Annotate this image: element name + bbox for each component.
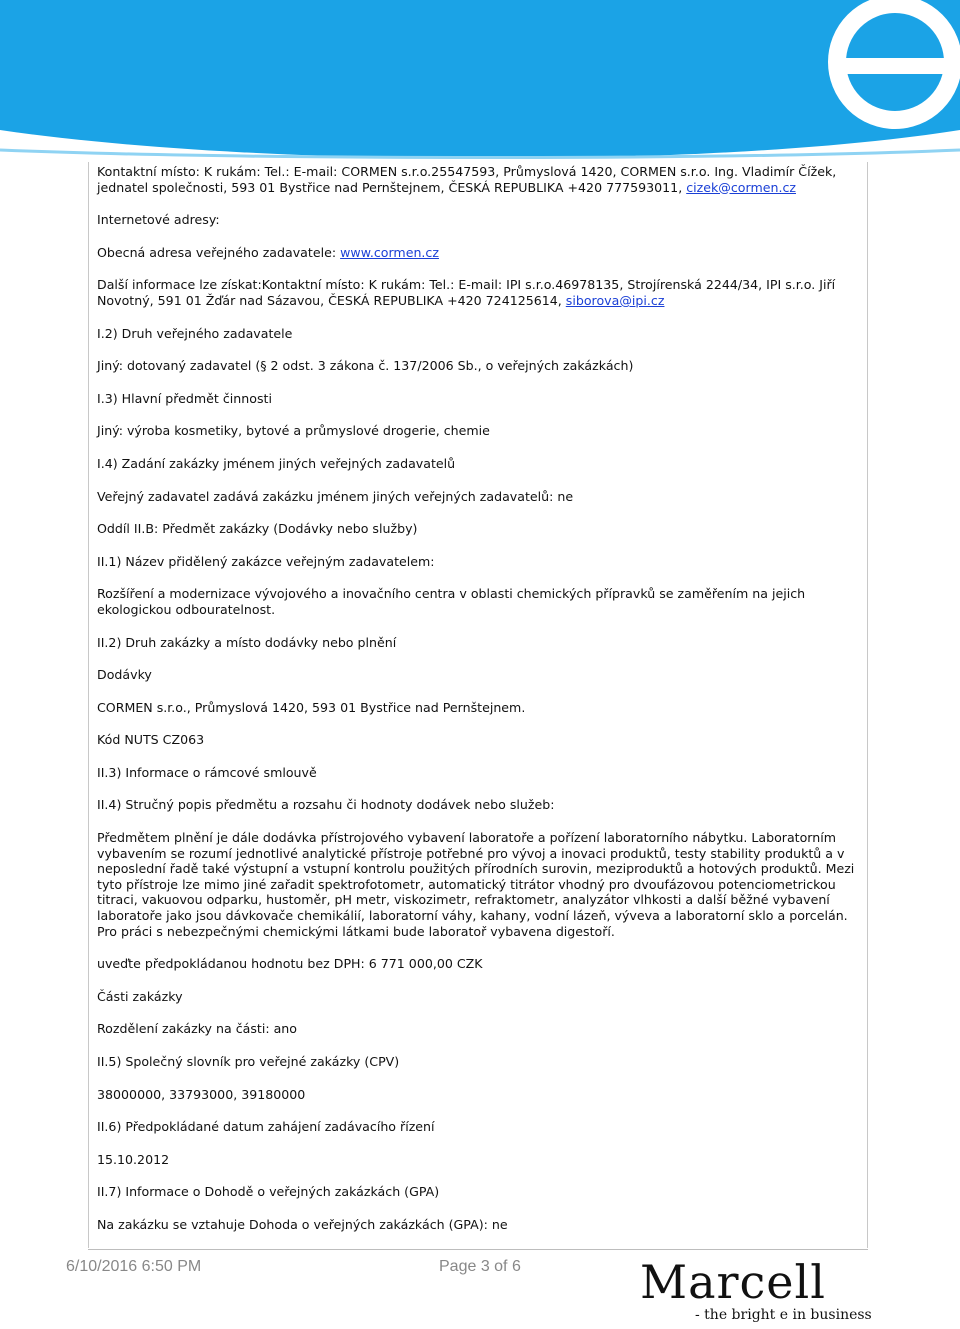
document-body [97, 164, 857, 1233]
contact-text: Kontaktní místo: K rukám: Tel.: E-mail: CORMEN s.r.o.25547593, Průmyslová 1420, CORMEN s.r.o. Ing. Vladimír Čížek, jednatel společnosti, 593 01 Bystřice nad Pernštejnem, ČESKÁ REPUBLIKA +420 777593011, [97, 164, 837, 195]
marcell-logo [640, 1254, 870, 1329]
general-address-label: Obecná adresa veřejného zadavatele: [97, 244, 341, 260]
contact-paragraph [97, 164, 857, 195]
part-b-title: Oddíl II.B: Předmět zakázky (Dodávky nebo služby) [97, 521, 418, 537]
brand-header-graphic [0, 0, 960, 160]
ii4-body: Předmětem plnění je dále dodávka přístrojového vybavení laboratoře a pořízení laboratorního nábytku. Laboratorním vybavením se rozumí jednotlivé analytické přístroje potřebné pro vývoj a inovaci produktů, testy stability produktů a v neposlední řadě také výstupní a vstupní kontrolu použitých přírodních surovin, meziproduktů a hotových produktů. Mezi tyto přístroje lze mimo jiné zařadit spektrofotometr, automatický titrátor vhodný pro dvoufázovou potenciometrickou titraci, vakuovou odparku, hustoměr, pH metr, viskozimetr, refraktometr, analyzátor vlhkosti a další běžné vybavení laboratoře jako jsou dávkovače chemikálií, laboratorní váhy, kahany, vodní lázeň, výveva a laboratorní sklo a porcelán. Pro práci s nebezpečnými chemickými látkami bude laboratoř vybavena digestoří. [97, 830, 855, 939]
ii2-nuts: Kód NUTS CZ063 [97, 732, 205, 748]
ii7-heading: II.7) Informace o Dohodě o veřejných zakázkách (GPA) [97, 1184, 440, 1200]
ii2-heading: II.2) Druh zakázky a místo dodávky nebo plnění [97, 634, 397, 650]
section-body: Jiný: dotovaný zadavatel (§ 2 odst. 3 zákona č. 137/2006 Sb., o veřejných zakázkách) [97, 358, 634, 374]
ii4-parts: Části zakázky [97, 988, 183, 1004]
ii1-heading: II.1) Název přidělený zakázce veřejným zadavatelem: [97, 553, 435, 569]
ii7-body: Na zakázku se vztahuje Dohoda o veřejných zakázkách (GPA): ne [97, 1216, 508, 1232]
section-heading: I.3) Hlavní předmět činnosti [97, 390, 272, 406]
ii1-body: Rozšíření a modernizace vývojového a inovačního centra v oblasti chemických přípravků se zaměřením na jejich ekologickou odbouratelnost. [97, 586, 806, 617]
ii4-heading: II.4) Stručný popis předmětu a rozsahu či hodnoty dodávek nebo služeb: [97, 797, 555, 813]
section-heading: I.4) Zadání zakázky jménem jiných veřejných zadavatelů [97, 455, 456, 471]
more-info-email-link[interactable]: siborova@ipi.cz [565, 292, 665, 308]
contact-email-link[interactable]: cizek@cormen.cz [686, 179, 796, 195]
more-info-text: Další informace lze získat:Kontaktní místo: K rukám: Tel.: E-mail: IPI s.r.o.46978135, Strojírenská 2244/34, IPI s.r.o. Jiří Novotný, 591 01 Žďár nad Sázavou, ČESKÁ REPUBLIKA +420 724125614, [97, 277, 836, 308]
more-info-paragraph [97, 277, 857, 308]
general-address-link[interactable]: www.cormen.cz [340, 244, 439, 260]
ii6-heading: II.6) Předpokládané datum zahájení zadávacího řízení [97, 1119, 435, 1135]
ii6-body: 15.10.2012 [97, 1151, 170, 1167]
ii5-heading: II.5) Společný slovník pro veřejné zakázky (CPV) [97, 1054, 400, 1069]
internet-label: Internetové adresy: [97, 212, 220, 228]
general-address-paragraph [97, 245, 857, 261]
ii3-heading: II.3) Informace o rámcové smlouvě [97, 764, 317, 780]
ii2-type: Dodávky [97, 667, 152, 683]
section-body: Veřejný zadavatel zadává zakázku jménem jiných veřejných zadavatelů: ne [97, 488, 574, 504]
ii4-division: Rozdělení zakázky na části: ano [97, 1021, 297, 1037]
footer-page-number: Page 3 of 6 [439, 1258, 521, 1275]
footer-date: 6/10/2016 6:50 PM [66, 1258, 202, 1275]
footer-divider [88, 1249, 868, 1250]
section-heading: I.2) Druh veřejného zadavatele [97, 325, 293, 341]
ii2-place: CORMEN s.r.o., Průmyslová 1420, 593 01 Bystřice nad Pernštejnem. [97, 699, 526, 715]
ii4-value: uveďte předpokládanou hodnotu bez DPH: 6 771 000,00 CZK [97, 956, 483, 972]
logo-wordmark: Marcell [640, 1255, 826, 1309]
section-body: Jiný: výroba kosmetiky, bytové a průmyslové drogerie, chemie [97, 423, 490, 439]
ii5-body: 38000000, 33793000, 39180000 [97, 1086, 306, 1102]
logo-tagline: - the bright e in business [695, 1307, 872, 1323]
